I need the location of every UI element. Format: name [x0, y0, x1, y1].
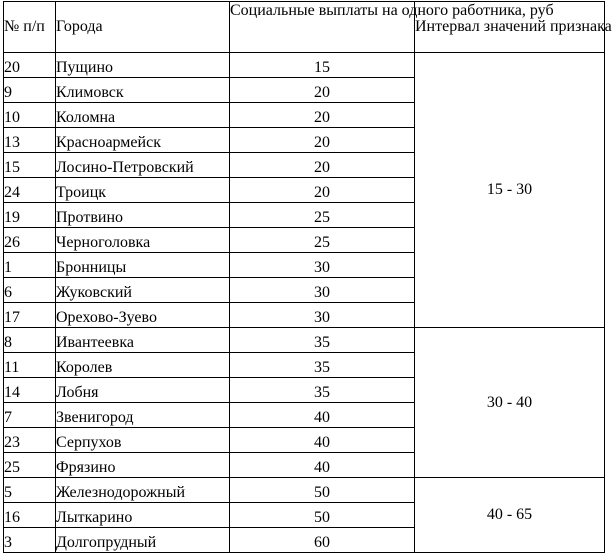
row-number: 9	[4, 78, 56, 103]
row-payment: 20	[230, 178, 415, 203]
row-city: Троицк	[56, 178, 230, 203]
row-number: 6	[4, 278, 56, 303]
row-payment: 35	[230, 353, 415, 378]
header-payments: Социальные выплаты на одного работника, руб	[230, 2, 554, 19]
row-number: 13	[4, 128, 56, 153]
row-city: Фрязино	[56, 453, 230, 478]
row-number: 25	[4, 453, 56, 478]
row-city: Долгопрудный	[56, 528, 230, 553]
row-number: 11	[4, 353, 56, 378]
row-city: Звенигород	[56, 403, 230, 428]
row-payment: 50	[230, 478, 415, 503]
header-interval: Интервал значений признака	[415, 2, 605, 53]
row-number: 23	[4, 428, 56, 453]
table-header-row	[4, 2, 605, 53]
table-row	[4, 328, 605, 353]
row-payment: 20	[230, 78, 415, 103]
row-city: Орехово-Зуево	[56, 303, 230, 328]
row-city: Коломна	[56, 103, 230, 128]
row-city: Красноармейск	[56, 128, 230, 153]
row-city: Бронницы	[56, 253, 230, 278]
row-number: 17	[4, 303, 56, 328]
social-payments-table	[3, 1, 612, 553]
row-payment: 20	[230, 128, 415, 153]
row-payment: 40	[230, 403, 415, 428]
row-payment: 15	[230, 53, 415, 78]
row-payment: 30	[230, 278, 415, 303]
row-number: 24	[4, 178, 56, 203]
table-row	[4, 478, 605, 503]
row-payment: 25	[230, 228, 415, 253]
row-city: Королев	[56, 353, 230, 378]
row-city: Железнодорожный	[56, 478, 230, 503]
row-payment: 20	[230, 103, 415, 128]
row-city: Лыткарино	[56, 503, 230, 528]
row-payment: 35	[230, 328, 415, 353]
row-city: Черноголовка	[56, 228, 230, 253]
row-payment: 35	[230, 378, 415, 403]
row-number: 5	[4, 478, 56, 503]
row-number: 15	[4, 153, 56, 178]
row-city: Протвино	[56, 203, 230, 228]
row-number: 16	[4, 503, 56, 528]
row-number: 14	[4, 378, 56, 403]
row-number: 7	[4, 403, 56, 428]
row-city: Пущино	[56, 53, 230, 78]
interval-group-2: 30 - 40	[415, 328, 605, 478]
row-number: 26	[4, 228, 56, 253]
row-payment: 60	[230, 528, 415, 553]
row-payment: 40	[230, 428, 415, 453]
row-number: 1	[4, 253, 56, 278]
row-payment: 25	[230, 203, 415, 228]
row-payment: 30	[230, 303, 415, 328]
row-number: 19	[4, 203, 56, 228]
row-city: Серпухов	[56, 428, 230, 453]
row-city: Климовск	[56, 78, 230, 103]
row-number: 20	[4, 53, 56, 78]
row-payment: 20	[230, 153, 415, 178]
row-city: Жуковский	[56, 278, 230, 303]
row-city: Ивантеевка	[56, 328, 230, 353]
header-number: № п/п	[4, 2, 56, 53]
interval-group-1: 15 - 30	[415, 53, 605, 328]
row-city: Лобня	[56, 378, 230, 403]
row-number: 8	[4, 328, 56, 353]
row-payment: 40	[230, 453, 415, 478]
row-city: Лосино-Петровский	[56, 153, 230, 178]
row-payment: 30	[230, 253, 415, 278]
interval-group-3: 40 - 65	[415, 478, 605, 553]
row-number: 3	[4, 528, 56, 553]
row-payment: 50	[230, 503, 415, 528]
table-row	[4, 53, 605, 78]
header-city: Города	[56, 2, 230, 53]
row-number: 10	[4, 103, 56, 128]
